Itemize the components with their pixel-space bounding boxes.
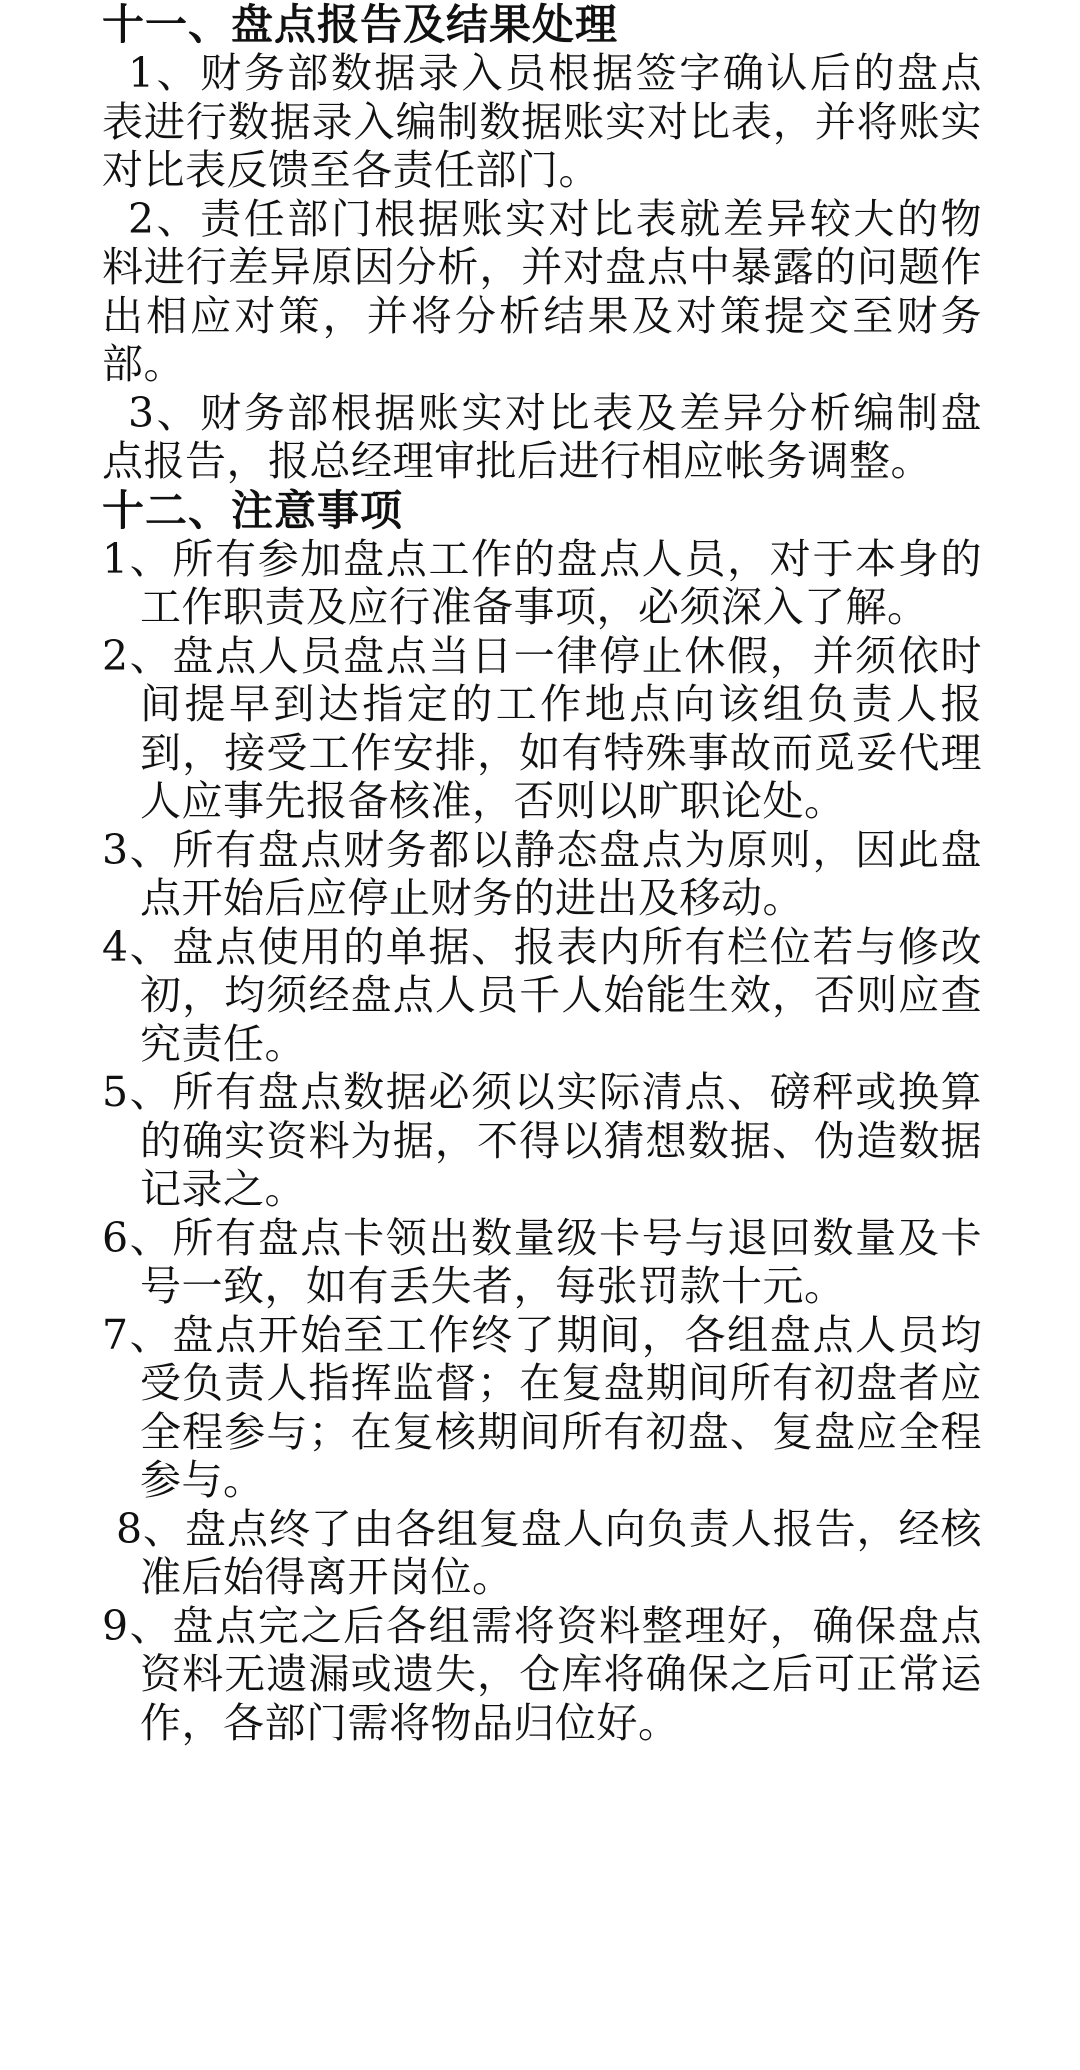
list-item: 7、盘点开始至工作终了期间，各组盘点人员均受负责人指挥监督；在复盘期间所有初盘者应全程参与；在复核期间所有初盘、复盘应全程参与。 — [102, 1310, 982, 1504]
notes-list — [102, 535, 982, 1748]
document-page — [102, 0, 982, 1747]
section-title-notes: 十二、注意事项 — [102, 485, 404, 535]
list-item: 4、盘点使用的单据、报表内所有栏位若与修改初，均须经盘点人员千人始能生效，否则应查究责任。 — [102, 922, 982, 1068]
list-item: 8、盘点终了由各组复盘人向负责人报告，经核准后始得离开岗位。 — [116, 1504, 982, 1601]
list-item: 2、盘点人员盘点当日一律停止休假，并须依时间提早到达指定的工作地点向该组负责人报到，接受工作安排，如有特殊事故而觅妥代理人应事先报备核准，否则以旷职论处。 — [102, 631, 982, 825]
section-title-result-handling: 十一、盘点报告及结果处理 — [102, 0, 619, 49]
list-item: 1、所有参加盘点工作的盘点人员，对于本身的工作职责及应行准备事项，必须深入了解。 — [102, 534, 982, 631]
list-item: 9、盘点完之后各组需将资料整理好，确保盘点资料无遗漏或遗失，仓库将确保之后可正常运作，各部门需将物品归位好。 — [102, 1601, 982, 1747]
section-notes — [102, 486, 982, 1748]
list-item: 5、所有盘点数据必须以实际清点、磅秤或换算的确实资料为据，不得以猜想数据、伪造数据记录之。 — [102, 1068, 982, 1213]
paragraph-1: 1、财务部数据录入员根据签字确认后的盘点表进行数据录入编制数据账实对比表，并将账实对比表反馈至各责任部门。 — [102, 49, 982, 194]
section-result-handling — [102, 0, 982, 486]
list-item: 3、所有盘点财务都以静态盘点为原则，因此盘点开始后应停止财务的进出及移动。 — [102, 825, 982, 922]
paragraph-2: 2、责任部门根据账实对比表就差异较大的物料进行差异原因分析，并对盘点中暴露的问题作出相应对策，并将分析结果及对策提交至财务部。 — [102, 194, 982, 388]
list-item: 6、所有盘点卡领出数量级卡号与退回数量及卡号一致，如有丢失者，每张罚款十元。 — [102, 1213, 982, 1310]
paragraph-3: 3、财务部根据账实对比表及差异分析编制盘点报告，报总经理审批后进行相应帐务调整。 — [102, 388, 982, 485]
